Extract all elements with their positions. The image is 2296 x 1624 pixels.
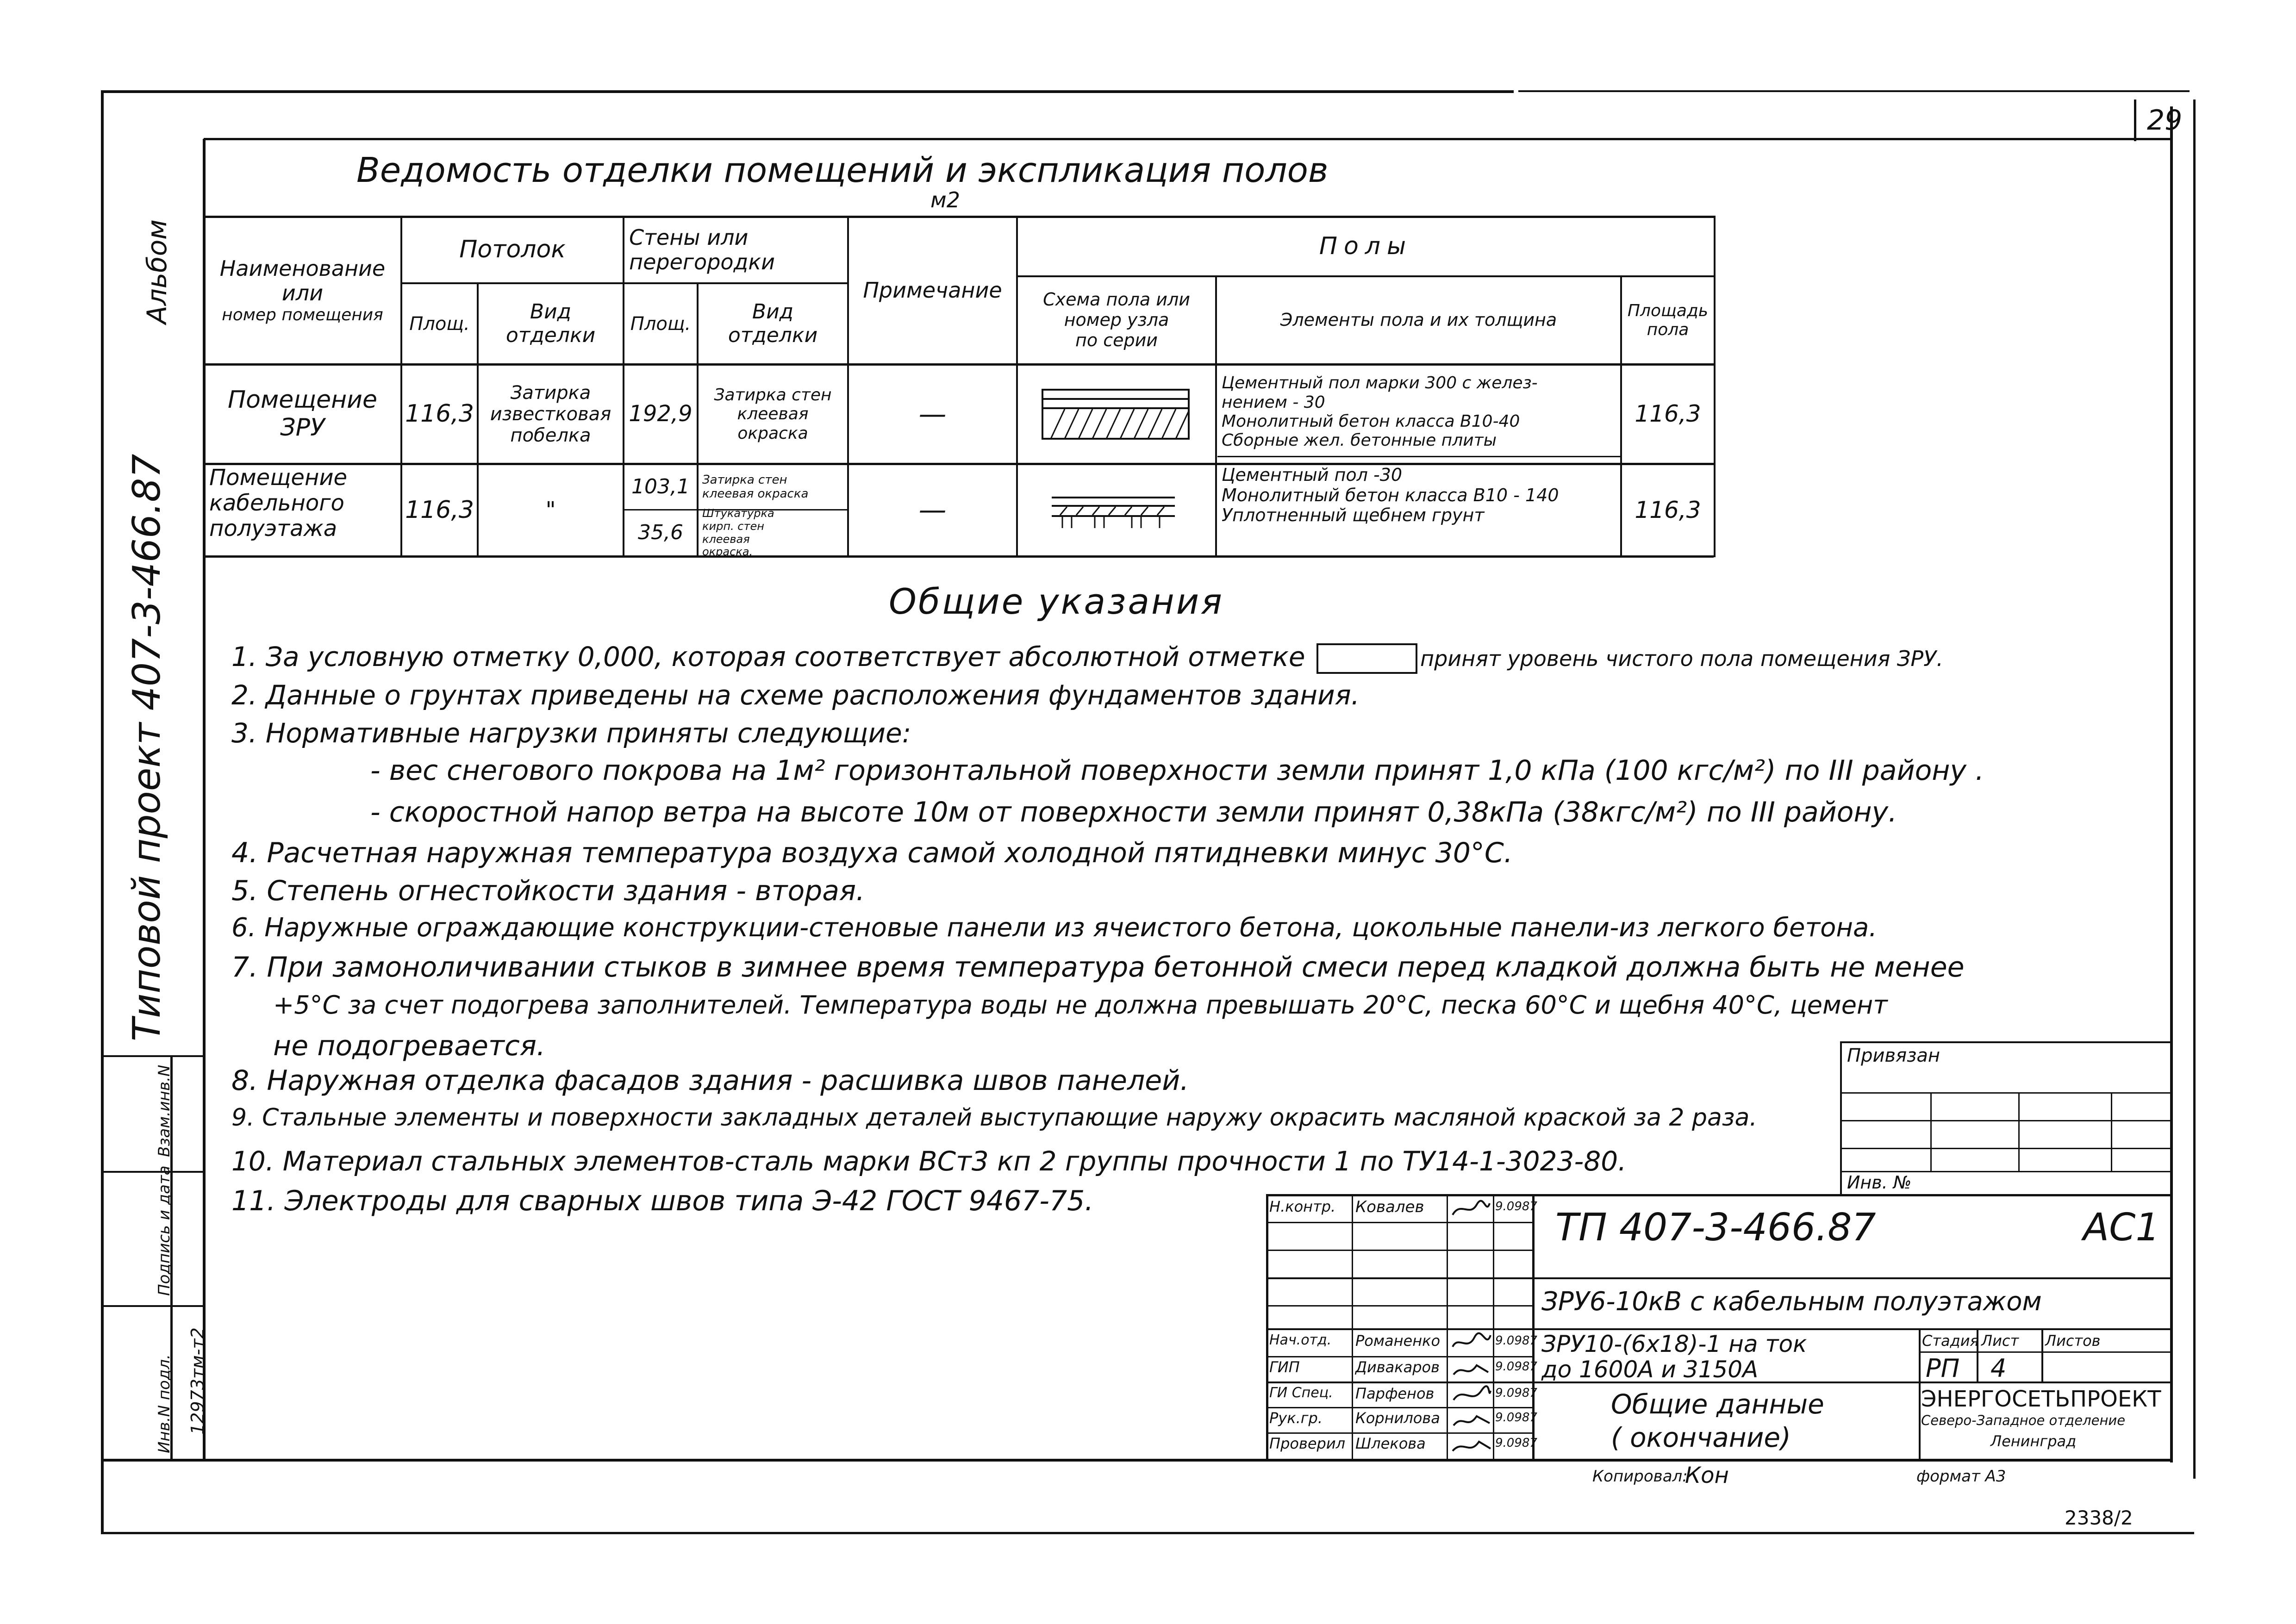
side-label-inv-number: 12973тм-т2 [187, 1327, 208, 1435]
frame-top-line-right [1518, 90, 2190, 92]
privyazan-sep-1 [1840, 1092, 2171, 1094]
stamp-v-names [1352, 1194, 1353, 1460]
row2-floor-elements: Цементный пол -30 Монолитный бетон класса В10 - 140 Уплотненный щебнем грунт [1222, 465, 1559, 526]
frame-far-right-line [2193, 100, 2196, 1479]
row2-walls-finish-2: Штукатурка кирп. стен клеевая окраска. [702, 507, 774, 559]
privyazan-top [1840, 1041, 2171, 1043]
sig-date-4: 9.0987 [1495, 1386, 1537, 1400]
sig-name-1: Ковалев [1355, 1198, 1424, 1216]
row2-ceiling-area: 116,3 [405, 496, 474, 524]
frame-right-line [2170, 106, 2173, 1462]
corner-box-left [2134, 100, 2136, 141]
row1-ceiling-area: 116,3 [405, 400, 474, 428]
header-room-name: Наименование или номер помещения [219, 255, 386, 324]
copied-label: Копировал: [1592, 1467, 1688, 1486]
stamp-v-sheets [2041, 1328, 2043, 1381]
copier-signature: Кон [1685, 1462, 1729, 1488]
stamp-org-2: Северо-Западное отделение [1921, 1412, 2126, 1428]
row1-room: Помещение ЗРУ [228, 386, 377, 442]
row2-walls-area-2: 35,6 [638, 521, 683, 545]
inv-no-label: Инв. № [1847, 1172, 1912, 1193]
stamp-sheet-title-1: Общие данные [1611, 1388, 1824, 1420]
stamp-subtitle-1: ЗРУ10-(6x18)-1 на ток [1541, 1331, 1807, 1357]
table-bottom-line [204, 555, 1714, 558]
stamp-h-9 [1267, 1432, 1534, 1434]
row1-ceiling-finish: Затирка известковая побелка [490, 382, 611, 446]
sig-date-5: 9.0987 [1495, 1411, 1537, 1425]
note-3-snow: - вес снегового покрова на 1м² горизонтальной поверхности земли принят 1,0 кПа (100 кгс/м²) по III району . [370, 754, 1984, 787]
row1-floor-scheme-icon [1042, 389, 1190, 446]
stamp-left [1266, 1194, 1268, 1460]
side-label-signature-date: Подпись и дата [155, 1165, 174, 1296]
note-6: 6. Наружные ограждающие конструкции-стеновые панели из ячеистого бетона, цокольные панели-из легкого бетона. [231, 913, 1878, 943]
stamp-v-sign [1447, 1194, 1448, 1460]
stamp-project-title: ЗРУ6-10кВ с кабельным полуэтажом [1541, 1287, 2042, 1317]
privyazan-label: Привязан [1847, 1045, 1940, 1066]
note-3-wind: - скоростной напор ветра на высоте 10м от поверхности земли принят 0,38кПа (38кгс/м²) по III району. [370, 796, 1897, 828]
header-floor-area: Площадь пола [1627, 301, 1709, 339]
sig-role-3: ГИП [1269, 1358, 1300, 1376]
stamp-mark: АС1 [2083, 1206, 2160, 1250]
row2-floor-area: 116,3 [1635, 496, 1701, 523]
row2-ceiling-finish: " [545, 497, 556, 523]
sig-role-4: ГИ Спец. [1269, 1385, 1333, 1401]
sig-date-2: 9.0987 [1495, 1334, 1537, 1348]
note-7-line-3: не подогревается. [273, 1030, 546, 1062]
sig-name-2: Романенко [1355, 1332, 1441, 1350]
stamp-stage-label: Стадия [1922, 1332, 1979, 1350]
row2-walls-finish-1: Затирка стен клеевая окраска [702, 473, 809, 501]
stamp-doc-code: ТП 407-3-466.87 [1555, 1206, 1876, 1250]
side-strip-sep-1 [103, 1171, 205, 1173]
sig-role-2: Нач.отд. [1269, 1332, 1332, 1348]
stamp-v-stage [1919, 1328, 1921, 1460]
sig-name-5: Корнилова [1355, 1409, 1440, 1427]
privyazan-v-2 [2018, 1092, 2020, 1171]
sig-role-5: Рук.гр. [1269, 1409, 1323, 1427]
sheet-corner-number: 29 [2147, 104, 2183, 137]
sig-name-6: Шлекова [1355, 1435, 1426, 1452]
stamp-h-1 [1267, 1222, 1534, 1223]
row2-floor-scheme-icon [1051, 493, 1176, 532]
note-4: 4. Расчетная наружная температура воздуха самой холодной пятидневки минус 30°С. [231, 837, 1513, 869]
stamp-h-6 [1267, 1356, 1534, 1357]
sig-date-1: 9.0987 [1495, 1200, 1537, 1213]
frame-header-line [204, 138, 2172, 140]
stamp-sheet-title-2: ( окончание) [1611, 1422, 1791, 1453]
privyazan-sep-2 [1840, 1120, 2171, 1121]
side-strip-sep-3 [103, 1055, 205, 1057]
side-strip-sep-2 [103, 1305, 205, 1307]
header-note: Примечание [863, 278, 1002, 303]
header-ceiling-finish: Вид отделки [505, 299, 596, 347]
row2-room: Помещение кабельного полуэтажа [209, 465, 348, 542]
note-7: 7. При замоноличивании стыков в зимнее время температура бетонной смеси перед кладкой должна быть не менее [231, 951, 1965, 983]
note-5: 5. Степень огнестойкости здания - вторая. [231, 875, 865, 907]
stamp-h-5 [1267, 1328, 2172, 1330]
note-10: 10. Материал стальных элементов-сталь марки ВСт3 кп 2 группы прочности 1 по ТУ14-1-3023-80. [231, 1145, 1627, 1177]
note-3: 3. Нормативные нагрузки приняты следующие: [231, 717, 911, 749]
stamp-top [1266, 1194, 2172, 1196]
frame-lower-bottom-line [102, 1532, 2194, 1534]
header-floor-elements: Элементы пола и их толщина [1280, 310, 1557, 330]
frame-left-line [101, 90, 104, 1534]
note-2: 2. Данные о грунтах приведены на схеме расположения фундаментов здания. [231, 679, 1360, 711]
stamp-h-4 [1267, 1305, 1534, 1307]
sig-role-1: Н.контр. [1269, 1198, 1336, 1215]
sig-name-4: Парфенов [1355, 1385, 1435, 1402]
stamp-sheets-label: Листов [2045, 1332, 2101, 1350]
sig-name-3: Дивакаров [1355, 1358, 1440, 1376]
stamp-subtitle-2: до 1600А и 3150А [1541, 1356, 1759, 1383]
stamp-stage: РП [1926, 1354, 1960, 1383]
table-v-9 [1714, 216, 1716, 557]
row1-walls-finish: Затирка стен клеевая окраска [714, 385, 832, 443]
stamp-org-3: Ленинград [1990, 1432, 2077, 1450]
row1-note: — [918, 398, 947, 430]
stamp-h-stage [1920, 1351, 2172, 1353]
side-label-inv-original: Инв.N подл. [155, 1354, 174, 1453]
header-walls: Стены или перегородки [629, 225, 775, 274]
note-9: 9. Стальные элементы и поверхности закладных деталей выступающие наружу окрасить масляной краской за 2 раза. [231, 1104, 1757, 1132]
header-floors: Полы [1319, 232, 1413, 260]
row2-note: — [918, 494, 947, 526]
sig-date-3: 9.0987 [1495, 1360, 1537, 1374]
stamp-v-date [1493, 1194, 1494, 1460]
header-ceiling: Потолок [459, 236, 566, 264]
sig-date-6: 9.0987 [1495, 1436, 1537, 1450]
frame-bottom-line [102, 1459, 2172, 1462]
row2-walls-area-1: 103,1 [631, 475, 690, 499]
stamp-sheet: 4 [1990, 1354, 2007, 1383]
note-1: 1. За условную отметку 0,000, которая соответствует абсолютной отметке принят уровень чистого пола помещения ЗРУ. [231, 641, 1943, 674]
stamp-h-8 [1267, 1407, 1534, 1408]
signature-scribbles [1449, 1196, 1493, 1462]
note-11: 11. Электроды для сварных швов типа Э-42 ГОСТ 9467-75. [231, 1185, 1094, 1217]
privyazan-sep-3 [1840, 1148, 2171, 1149]
table-title: Ведомость отделки помещений и экспликация полов [356, 150, 1329, 190]
stamp-sheet-label: Лист [1981, 1332, 2019, 1350]
elevation-blank-box [1316, 643, 1417, 674]
doc-number: 2338/2 [2065, 1506, 2133, 1529]
side-label-project: Типовой проект 407-3-466.87 [125, 454, 169, 1041]
side-label-replace-inv: Взам.инв.N [155, 1064, 174, 1157]
row1-floor-elements: Цементный пол марки 300 с желез- нением - 30 Монолитный бетон класса В10-40 Сборные жел. бетонные плиты [1222, 373, 1538, 450]
stamp-org-1: ЭНЕРГОСЕТЬПРОЕКТ [1921, 1386, 2161, 1412]
note-7-line-2: +5°С за счет подогрева заполнителей. Температура воды не должна превышать 20°С, песка 60°С и щебня 40°С, цемент [273, 990, 1888, 1020]
privyazan-v-3 [2111, 1092, 2112, 1171]
row1-walls-area: 192,9 [629, 401, 693, 427]
header-floor-scheme: Схема пола или номер узла по серии [1043, 289, 1190, 350]
table-title-unit: м2 [930, 187, 960, 212]
sig-role-6: Проверил [1269, 1435, 1346, 1452]
row1-floor-area: 116,3 [1635, 400, 1701, 428]
header-ceiling-area: Площ. [409, 313, 470, 335]
privyazan-v-1 [1930, 1092, 1932, 1171]
side-label-album: Альбом [141, 219, 173, 324]
frame-top-line [102, 90, 1514, 93]
general-title: Общие указания [889, 581, 1224, 622]
header-walls-finish: Вид отделки [728, 299, 818, 347]
format-label: формат А3 [1916, 1467, 2006, 1486]
stamp-h-3 [1267, 1277, 2172, 1279]
header-walls-area: Площ. [630, 313, 691, 335]
note-8: 8. Наружная отделка фасадов здания - расшивка швов панелей. [231, 1064, 1189, 1097]
stamp-h-2 [1267, 1250, 1534, 1251]
